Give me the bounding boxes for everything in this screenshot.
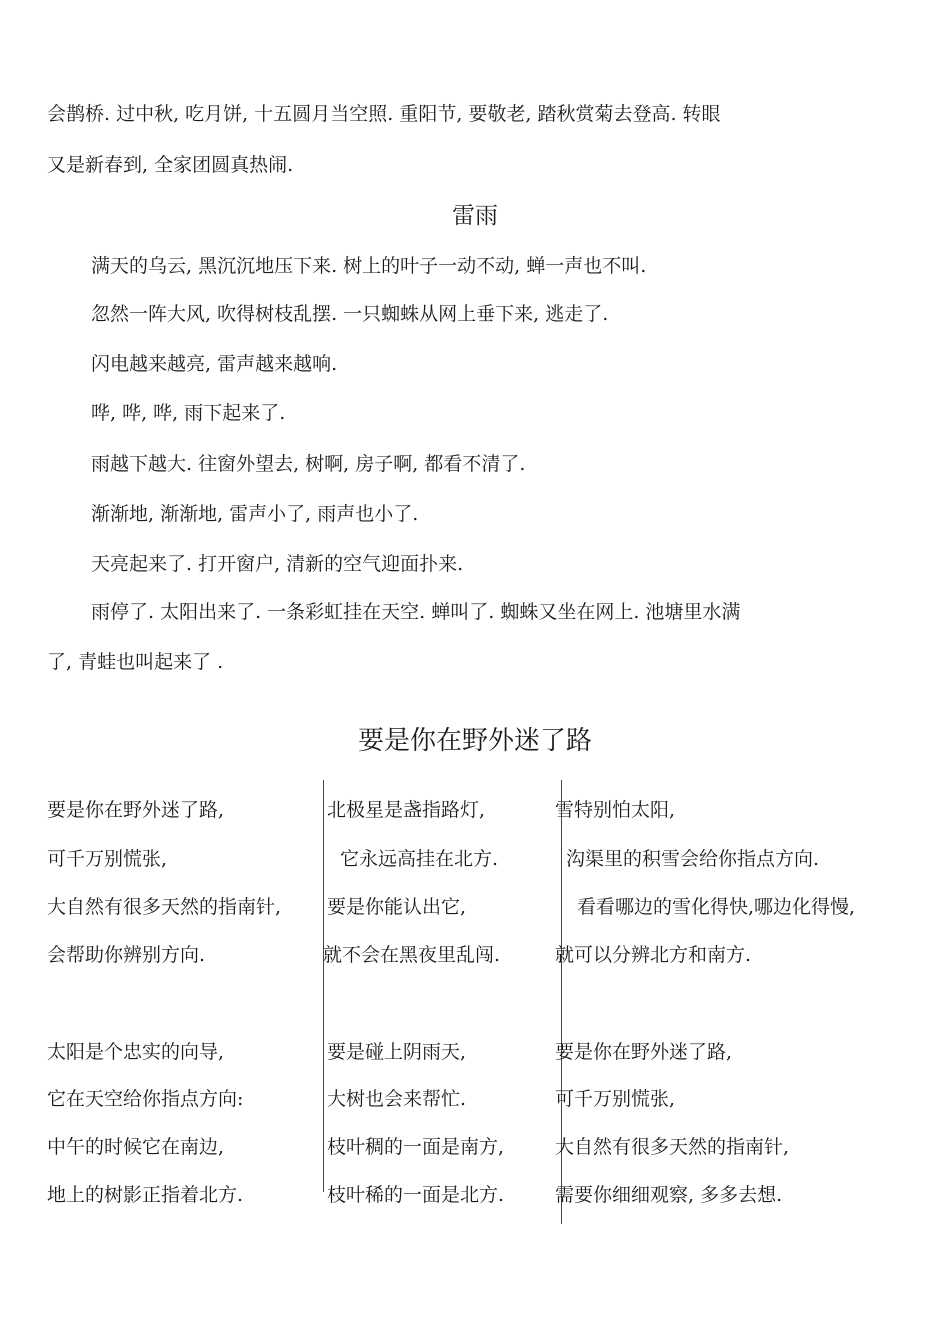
poem-line: 看看哪边的雪化得快,哪边化得慢,	[577, 896, 856, 918]
paragraph: 闪电越来越亮, 雷声越来越响.	[91, 353, 338, 375]
paragraph: 天亮起来了. 打开窗户, 清新的空气迎面扑来.	[91, 553, 464, 575]
poem-line: 雪特别怕太阳,	[555, 799, 676, 821]
paragraph: 哗, 哗, 哗, 雨下起来了.	[91, 402, 286, 424]
poem-line: 要是你在野外迷了路,	[555, 1041, 733, 1063]
poem-line: 就可以分辨北方和南方.	[555, 944, 752, 966]
poem-line: 可千万别慌张,	[555, 1088, 676, 1110]
poem-line: 枝叶稀的一面是北方.	[327, 1184, 505, 1206]
paragraph: 忽然一阵大风, 吹得树枝乱摆. 一只蜘蛛从网上垂下来, 逃走了.	[91, 303, 609, 325]
paragraph: 满天的乌云, 黑沉沉地压下来. 树上的叶子一动不动, 蝉一声也不叫.	[91, 255, 647, 277]
poem-line: 要是你能认出它,	[327, 896, 467, 918]
poem-line: 大自然有很多天然的指南针,	[555, 1136, 790, 1158]
poem-line: 就不会在黑夜里乱闯.	[323, 944, 501, 966]
poem-line: 枝叶稠的一面是南方,	[327, 1136, 505, 1158]
poem-line: 它永远高挂在北方.	[340, 848, 499, 870]
poem-line: 中午的时候它在南边,	[47, 1136, 225, 1158]
poem-line: 可千万别慌张,	[47, 848, 168, 870]
paragraph: 雨越下越大. 往窗外望去, 树啊, 房子啊, 都看不清了.	[91, 453, 526, 475]
paragraph: 雨停了. 太阳出来了. 一条彩虹挂在天空. 蝉叫了. 蜘蛛又坐在网上. 池塘里水满	[91, 601, 741, 623]
intro-line: 又是新春到, 全家团圆真热闹.	[47, 154, 294, 176]
poem-line: 大树也会来帮忙.	[327, 1088, 467, 1110]
poem-line: 太阳是个忠实的向导,	[47, 1041, 225, 1063]
poem-line: 大自然有很多天然的指南针,	[47, 896, 282, 918]
paragraph: 了, 青蛙也叫起来了 .	[47, 651, 224, 673]
poem-line: 要是碰上阴雨天,	[327, 1041, 467, 1063]
poem-line: 需要你细细观察, 多多去想.	[555, 1184, 783, 1206]
column-divider	[323, 780, 324, 1192]
poem-line: 沟渠里的积雪会给你指点方向.	[566, 848, 820, 870]
poem-line: 会帮助你辨别方向.	[47, 944, 206, 966]
poem-line: 北极星是盏指路灯,	[327, 799, 486, 821]
section-title-poem: 要是你在野外迷了路	[357, 726, 592, 756]
poem-line: 它在天空给你指点方向:	[47, 1088, 244, 1110]
intro-line: 会鹊桥. 过中秋, 吃月饼, 十五圆月当空照. 重阳节, 要敬老, 踏秋赏菊去登高. 转眼	[47, 103, 721, 125]
paragraph: 渐渐地, 渐渐地, 雷声小了, 雨声也小了.	[91, 503, 419, 525]
section-title-thunderstorm: 雷雨	[452, 203, 498, 229]
poem-line: 地上的树影正指着北方.	[47, 1184, 244, 1206]
poem-line: 要是你在野外迷了路,	[47, 799, 225, 821]
